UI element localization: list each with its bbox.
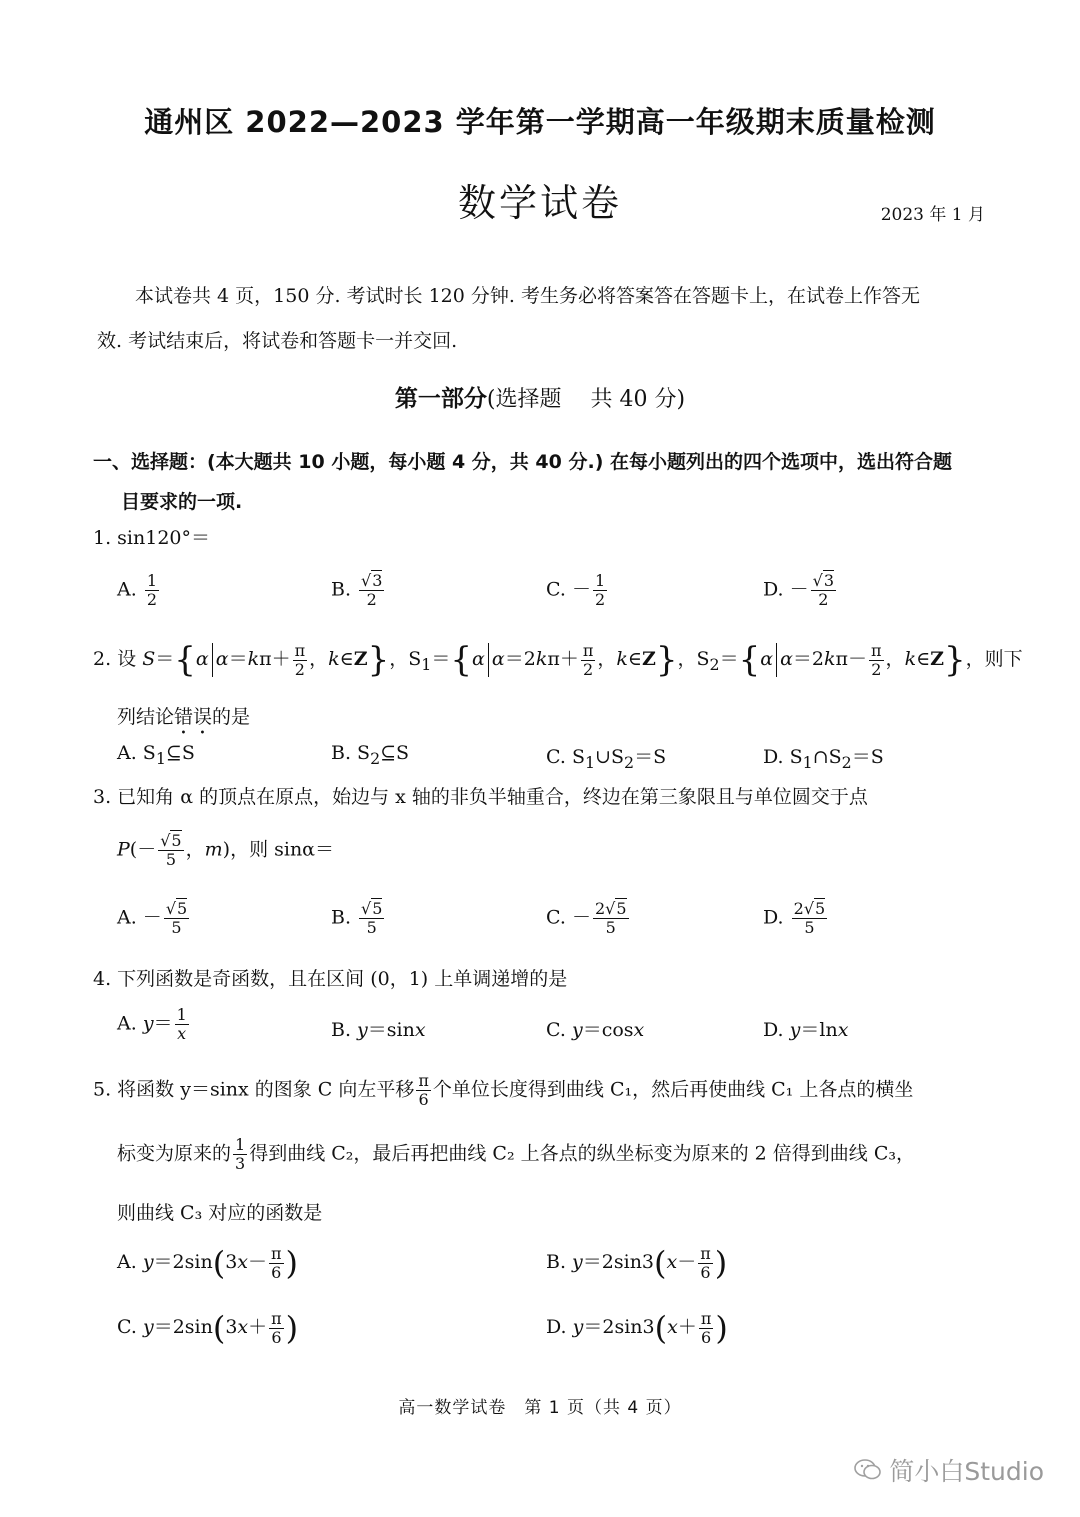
part-title: 第一部分 xyxy=(394,386,487,412)
question-5-line-3: 则曲线 C₃ 对应的函数是 xyxy=(117,1202,323,1224)
q5-option-d: D. y＝2sin3(x＋ $\frac{\pi}{6}$ ) xyxy=(546,1308,728,1347)
watermark-text: 简小白Studio xyxy=(889,1457,1044,1486)
q1-option-a: A. $\frac{1}{2}$ xyxy=(117,571,157,609)
q1-option-b: B. $\frac{√3}{2}$ xyxy=(331,571,383,609)
part-heading xyxy=(0,380,1080,413)
q2-option-a: A. $S_1⊆S$ xyxy=(117,742,195,768)
intro-line-2: 效. 考试结束后，将试卷和答题卡一并交回. xyxy=(97,330,458,352)
wechat-icon xyxy=(853,1457,883,1483)
q3-option-c: C. － $\frac{2√5}{5}$ xyxy=(546,899,627,937)
q2-option-c: C. $S_1\cup S_2=S$ xyxy=(546,746,667,772)
intro-line-1: 本试卷共 4 页，150 分. 考试时长 120 分钟. 考生务必将答案答在答题卡上，在试卷上作答无 xyxy=(135,285,920,307)
q5-option-c: C. y＝2sin(3x＋ $\frac{\pi}{6}$ ) xyxy=(117,1308,299,1347)
q4-option-a: A. y＝ $\frac{1}{x}$ xyxy=(117,1005,187,1043)
q4-option-d: D. y＝lnx xyxy=(763,1019,849,1041)
question-5-line-1: 5. 将函数 y＝sinx 的图象 C 向左平移 $\frac{\pi}{6}$ 个单位长度得到曲线 C₁，然后再使曲线 C₁ 上各点的横坐 xyxy=(93,1071,914,1109)
watermark xyxy=(853,1452,1044,1488)
q4-option-c: C. y＝cosx xyxy=(546,1019,645,1041)
q1-option-c: C. － $\frac{1}{2}$ xyxy=(546,571,606,609)
question-2-line-2: 列结论错误的是 xyxy=(117,706,251,728)
section-heading xyxy=(93,442,998,522)
q2-option-d: D. $S_1\cap S_2=S$ xyxy=(763,746,884,772)
q2-option-b: B. $S_2⊆S$ xyxy=(331,742,410,768)
page-footer: 高一数学试卷 第 1 页（共 4 页） xyxy=(398,1398,682,1418)
q3-option-b: B. $\frac{√5}{5}$ xyxy=(331,899,383,937)
part-note: (选择题 共 40 分) xyxy=(486,387,686,412)
q3-option-a: A. － $\frac{√5}{5}$ xyxy=(117,899,188,937)
q1-option-d: D. － $\frac{√3}{2}$ xyxy=(763,571,835,609)
exam-date: 2023 年 1 月 xyxy=(880,205,985,225)
q3-option-d: D. $\frac{2√5}{5}$ xyxy=(763,899,826,937)
section-line-1: 一、选择题：(本大题共 10 小题，每小题 4 分，共 40 分.) 在每小题列出的四个选项中，选出符合题 xyxy=(93,451,952,473)
question-3-line-1: 3. 已知角 α 的顶点在原点，始边与 x 轴的非负半轴重合，终边在第三象限且与单位圆交于点 xyxy=(93,786,868,808)
q5-option-b: B. y＝2sin3(x－ $\frac{\pi}{6}$ ) xyxy=(546,1243,728,1282)
question-2-stem: 2. 设 S＝{α α＝kπ＋ $\frac{\pi}{2}$ ，k∈Z}，$S_1=\{\alpha$ α＝2kπ＋ $\frac{\pi}{2}$ ，k∈Z}，$S_2=\{\alpha$ α＝2kπ－ $\frac{\pi}{2}$ ，k∈Z}，则下 xyxy=(93,640,1023,680)
question-5-line-2: 标变为原来的 $\frac{1}{3}$ 得到曲线 C₂，最后再把曲线 C₂ 上各点的纵坐标变为原来的 2 倍得到曲线 C₃， xyxy=(117,1135,915,1173)
intro-paragraph xyxy=(97,274,997,364)
question-1-stem: 1. sin120°＝ xyxy=(93,527,210,549)
q4-option-b: B. y＝sinx xyxy=(331,1019,426,1041)
exam-title: 通州区 2022—2023 学年第一学期高一年级期末质量检测 xyxy=(144,105,936,139)
question-4-stem: 4. 下列函数是奇函数，且在区间 (0，1) 上单调递增的是 xyxy=(93,968,568,990)
question-3-line-2: P(－ $\frac{√5}{5}$ ，m)，则 sinα＝ xyxy=(117,831,335,869)
q5-option-a: A. y＝2sin(3x－ $\frac{\pi}{6}$ ) xyxy=(117,1243,299,1282)
exam-subtitle: 数学试卷 xyxy=(457,181,622,225)
emphasized-word: 错误 xyxy=(174,706,213,728)
section-line-2: 目要求的一项. xyxy=(121,491,243,513)
